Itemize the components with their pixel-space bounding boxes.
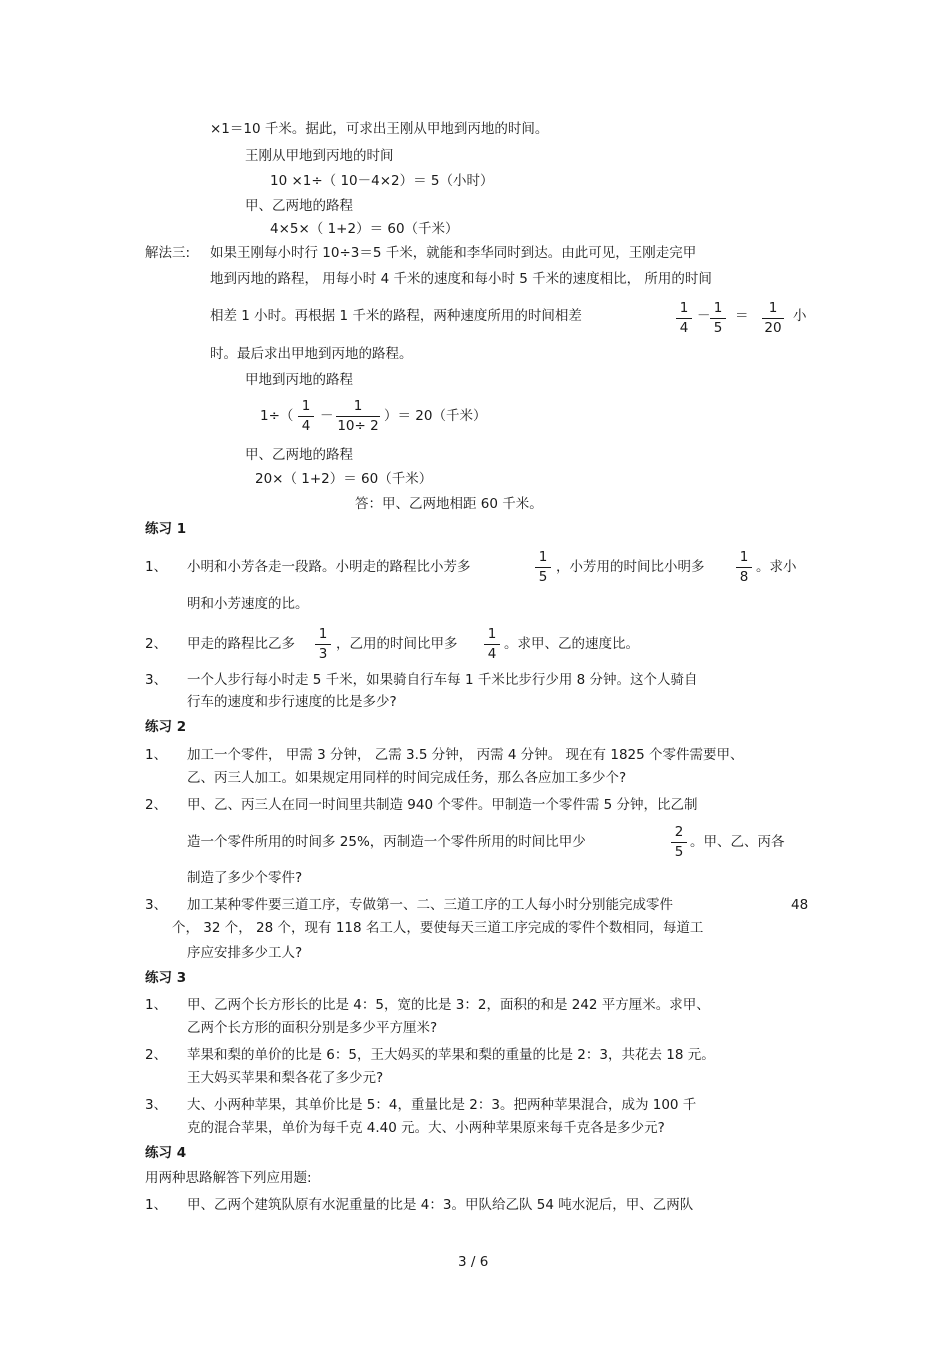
item-text: 小明和小芳各走一段路。小明走的路程比小芳多 — [187, 559, 471, 575]
fraction: 1 3 — [315, 626, 331, 662]
section-title: 练习 3 — [145, 970, 187, 986]
item-text: 王大妈买苹果和梨各花了多少元? — [187, 1070, 384, 1086]
minus-sign: － — [320, 408, 334, 424]
item-number: 1、 — [145, 1197, 168, 1213]
item-text: 苹果和梨的单价的比是 6：5，王大妈买的苹果和梨的重量的比是 2：3，共花去 18 元。 — [187, 1047, 715, 1063]
section-title: 练习 2 — [145, 719, 187, 735]
fraction: 1 20 — [762, 300, 784, 336]
text-line: 甲、乙两地的路程 — [245, 447, 353, 463]
item-text: ，乙用的时间比甲多 — [336, 636, 458, 652]
fraction: 2 5 — [671, 824, 687, 860]
item-text: 加工某种零件要三道工序，专做第一、二、三道工序的工人每小时分别能完成零件 — [187, 897, 673, 913]
item-number: 3、 — [145, 897, 168, 913]
item-number: 3、 — [145, 672, 168, 688]
text-line: 小 — [793, 308, 807, 324]
item-text: 行车的速度和步行速度的比是多少? — [187, 694, 397, 710]
text-line: 4×5×（ 1+2）＝ 60（千米） — [270, 221, 459, 237]
text-line: 如果王刚每小时行 10÷3＝5 千米，就能和李华同时到达。由此可见，王刚走完甲 — [210, 245, 697, 261]
item-text: 48 — [791, 897, 809, 913]
fraction: 1 4 — [676, 300, 692, 336]
section-title: 练习 4 — [145, 1145, 187, 1161]
item-text: 制造了多少个零件? — [187, 870, 303, 886]
fraction: 1 10÷ 2 — [337, 398, 379, 434]
text-line: ×1＝10 千米。据此，可求出王刚从甲地到丙地的时间。 — [210, 121, 549, 137]
item-text: 乙、丙三人加工。如果规定用同样的时间完成任务，那么各应加工多少个? — [187, 770, 627, 786]
fraction: 1 4 — [484, 626, 500, 662]
item-text: 甲、乙、丙三人在同一时间里共制造 940 个零件。甲制造一个零件需 5 分钟，比乙制 — [187, 797, 698, 813]
item-text: 大、小两种苹果，其单价比是 5：4，重量比是 2：3。把两种苹果混合，成为 100 千 — [187, 1097, 697, 1113]
equals-sign: ＝ — [735, 308, 749, 324]
item-text: 。求甲、乙的速度比。 — [504, 636, 639, 652]
text-line: 地到丙地的路程， 用每小时 4 千米的速度和每小时 5 千米的速度相比， 所用的时间 — [210, 271, 712, 287]
answer-line: 答：甲、乙两地相距 60 千米。 — [355, 496, 543, 512]
item-number: 2、 — [145, 1047, 168, 1063]
text-line: 时。最后求出甲地到丙地的路程。 — [210, 346, 413, 362]
fraction: 1 5 — [535, 549, 551, 585]
fraction: 1 4 — [298, 398, 314, 434]
item-number: 1、 — [145, 747, 168, 763]
text-line: 10 ×1÷（ 10－4×2）＝ 5（小时） — [270, 173, 494, 189]
item-number: 3、 — [145, 1097, 168, 1113]
item-text: 个， 32 个， 28 个，现有 118 名工人，要使每天三道工序完成的零件个数相同，每道工 — [172, 920, 704, 936]
text-line: 王刚从甲地到丙地的时间 — [245, 148, 394, 164]
item-text: 。甲、乙、丙各 — [690, 834, 785, 850]
item-text: 乙两个长方形的面积分别是多少平方厘米? — [187, 1020, 438, 1036]
item-text: 甲、乙两个建筑队原有水泥重量的比是 4：3。甲队给乙队 54 吨水泥后，甲、乙两队 — [187, 1197, 694, 1213]
text-line: ）＝ 20（千米） — [384, 408, 487, 424]
item-number: 2、 — [145, 636, 168, 652]
item-text: 造一个零件所用的时间多 25%，丙制造一个零件所用的时间比甲少 — [187, 834, 586, 850]
page-number: 3 / 6 — [458, 1254, 489, 1270]
item-number: 2、 — [145, 797, 168, 813]
item-text: 序应安排多少工人? — [187, 945, 303, 961]
item-number: 1、 — [145, 997, 168, 1013]
fraction: 1 5 — [710, 300, 726, 336]
item-text: ，小芳用的时间比小明多 — [556, 559, 705, 575]
item-text: 一个人步行每小时走 5 千米，如果骑自行车每 1 千米比步行少用 8 分钟。这个人骑自 — [187, 672, 698, 688]
solution-label: 解法三: — [145, 245, 191, 261]
fraction: 1 8 — [736, 549, 752, 585]
section-intro: 用两种思路解答下列应用题: — [145, 1170, 312, 1186]
section-title: 练习 1 — [145, 521, 187, 537]
text-line: 甲地到丙地的路程 — [245, 372, 353, 388]
item-text: 甲、乙两个长方形长的比是 4：5，宽的比是 3：2，面积的和是 242 平方厘米。求甲、 — [187, 997, 710, 1013]
item-text: 甲走的路程比乙多 — [187, 636, 295, 652]
minus-sign: － — [697, 308, 711, 324]
item-number: 1、 — [145, 559, 168, 575]
text-line: 相差 1 小时。再根据 1 千米的路程，两种速度所用的时间相差 — [210, 308, 582, 324]
text-line: 1÷（ — [260, 408, 294, 424]
item-text: 明和小芳速度的比。 — [187, 596, 309, 612]
item-text: 加工一个零件， 甲需 3 分钟， 乙需 3.5 分钟， 丙需 4 分钟。 现在有 1825 个零件需要甲、 — [187, 747, 744, 763]
text-line: 20×（ 1+2）＝ 60（千米） — [255, 471, 433, 487]
text-line: 甲、乙两地的路程 — [245, 198, 353, 214]
item-text: 。求小 — [756, 559, 797, 575]
item-text: 克的混合苹果，单价为每千克 4.40 元。大、小两种苹果原来每千克各是多少元? — [187, 1120, 665, 1136]
